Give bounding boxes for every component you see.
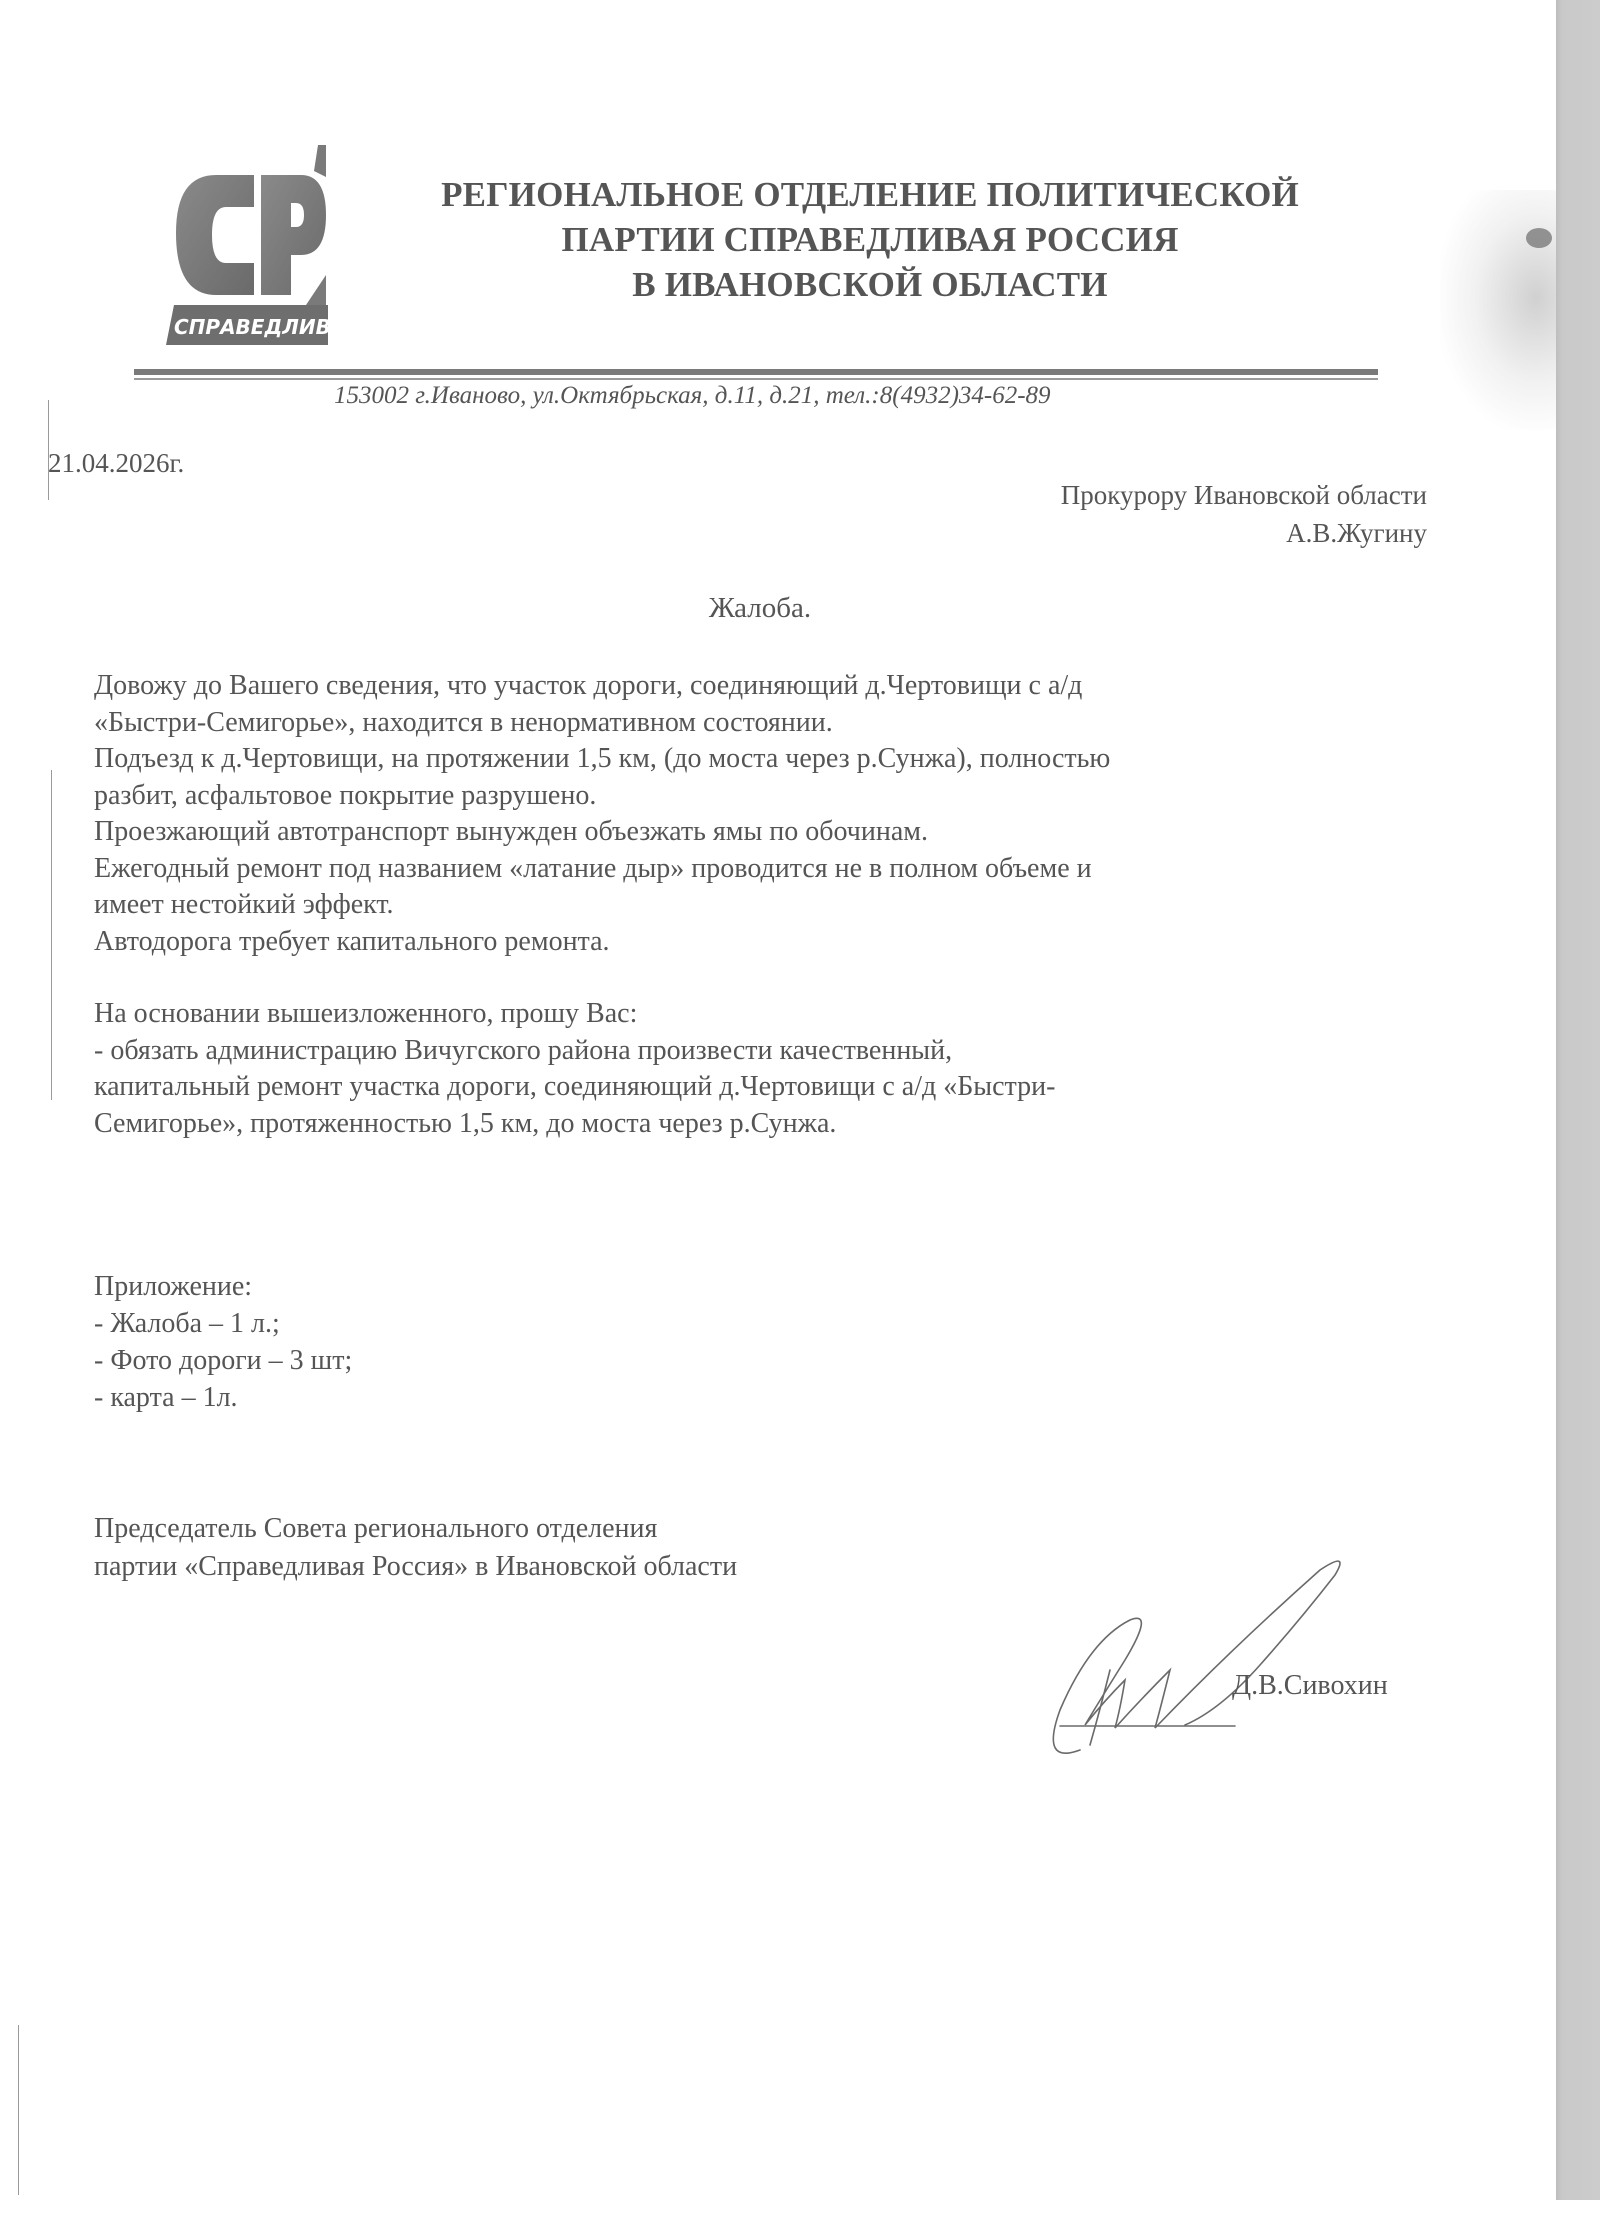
body-line: Автодорога требует капитального ремонта. — [94, 925, 610, 957]
attachment-item: - Жалоба – 1 л.; — [94, 1308, 280, 1339]
complaint-body — [94, 668, 1434, 1142]
body-line: разбит, асфальтовое покрытие разрушено. — [94, 779, 597, 811]
margin-mark — [18, 2025, 19, 2195]
request-line: - обязать администрацию Вичугского района произвести качественный, — [94, 1034, 953, 1066]
signer-position-line: партии «Справедливая Россия» в Ивановской области — [94, 1551, 738, 1582]
margin-mark — [51, 770, 52, 1100]
paragraph-gap — [94, 960, 1434, 996]
request-line: капитальный ремонт участка дороги, соединяющий д.Чертовищи с а/д «Быстри- — [94, 1071, 1056, 1102]
attachment-item: - карта – 1л. — [94, 1382, 238, 1413]
recipient-name: А.В.Жугину — [1286, 518, 1427, 548]
org-title-line: ПАРТИИ СПРАВЕДЛИВАЯ РОССИЯ — [561, 220, 1179, 259]
attachments-list — [94, 1268, 352, 1416]
signer-name: Д.В.Сивохин — [1232, 1670, 1388, 1701]
signer-position — [94, 1510, 737, 1586]
logo-icon — [166, 145, 362, 345]
document-title: Жалоба. — [708, 592, 812, 624]
handwritten-signature — [1030, 1550, 1450, 1770]
logo-flag — [314, 145, 326, 177]
body-line: Проезжающий автотранспорт вынужден объезжать ямы по обочинам. — [94, 816, 928, 847]
scanner-edge-strip — [1556, 0, 1600, 2200]
signer-position-line: Председатель Совета регионального отделения — [94, 1513, 658, 1544]
party-logo — [166, 145, 362, 345]
organization-address: 153002 г.Иваново, ул.Октябрьская, д.11, д.21, тел.:8(4932)34-62-89 — [334, 382, 1051, 409]
recipient-position: Прокурору Ивановской области — [1060, 480, 1427, 510]
recipient-block — [1061, 476, 1427, 552]
body-line: Довожу до Вашего сведения, что участок дороги, соединяющий д.Чертовищи с а/д — [94, 670, 1083, 701]
request-line: Семигорье», протяженностью 1,5 км, до моста через р.Сунжа. — [94, 1107, 837, 1139]
scan-speck — [1526, 228, 1552, 248]
request-line: На основании вышеизложенного, прошу Вас: — [94, 998, 638, 1029]
body-line: «Быстри-Семигорье», находится в ненормативном состоянии. — [94, 706, 833, 738]
logo-letter-c — [176, 175, 254, 295]
body-line: Ежегодный ремонт под названием «латание дыр» проводится не в полном объеме и — [94, 852, 1092, 884]
body-line: Подъезд к д.Чертовищи, на протяжении 1,5 км, (до моста через р.Сунжа), полностью — [94, 743, 1111, 774]
org-title-line: РЕГИОНАЛЬНОЕ ОТДЕЛЕНИЕ ПОЛИТИЧЕСКОЙ — [441, 175, 1299, 214]
document-date: 21.04.2026г. — [48, 448, 185, 478]
letterhead-rule — [134, 369, 1378, 375]
attachments-heading: Приложение: — [94, 1271, 253, 1302]
logo-letter-p — [261, 175, 326, 295]
organization-title — [380, 172, 1360, 307]
body-line: имеет нестойкий эффект. — [94, 889, 394, 920]
org-title-line: В ИВАНОВСКОЙ ОБЛАСТИ — [632, 265, 1108, 304]
letterhead-rule-thin — [134, 378, 1378, 380]
attachment-item: - Фото дороги – 3 шт; — [94, 1345, 353, 1376]
logo-banner-text: СПРАВЕДЛИВАЯ — [174, 315, 362, 339]
